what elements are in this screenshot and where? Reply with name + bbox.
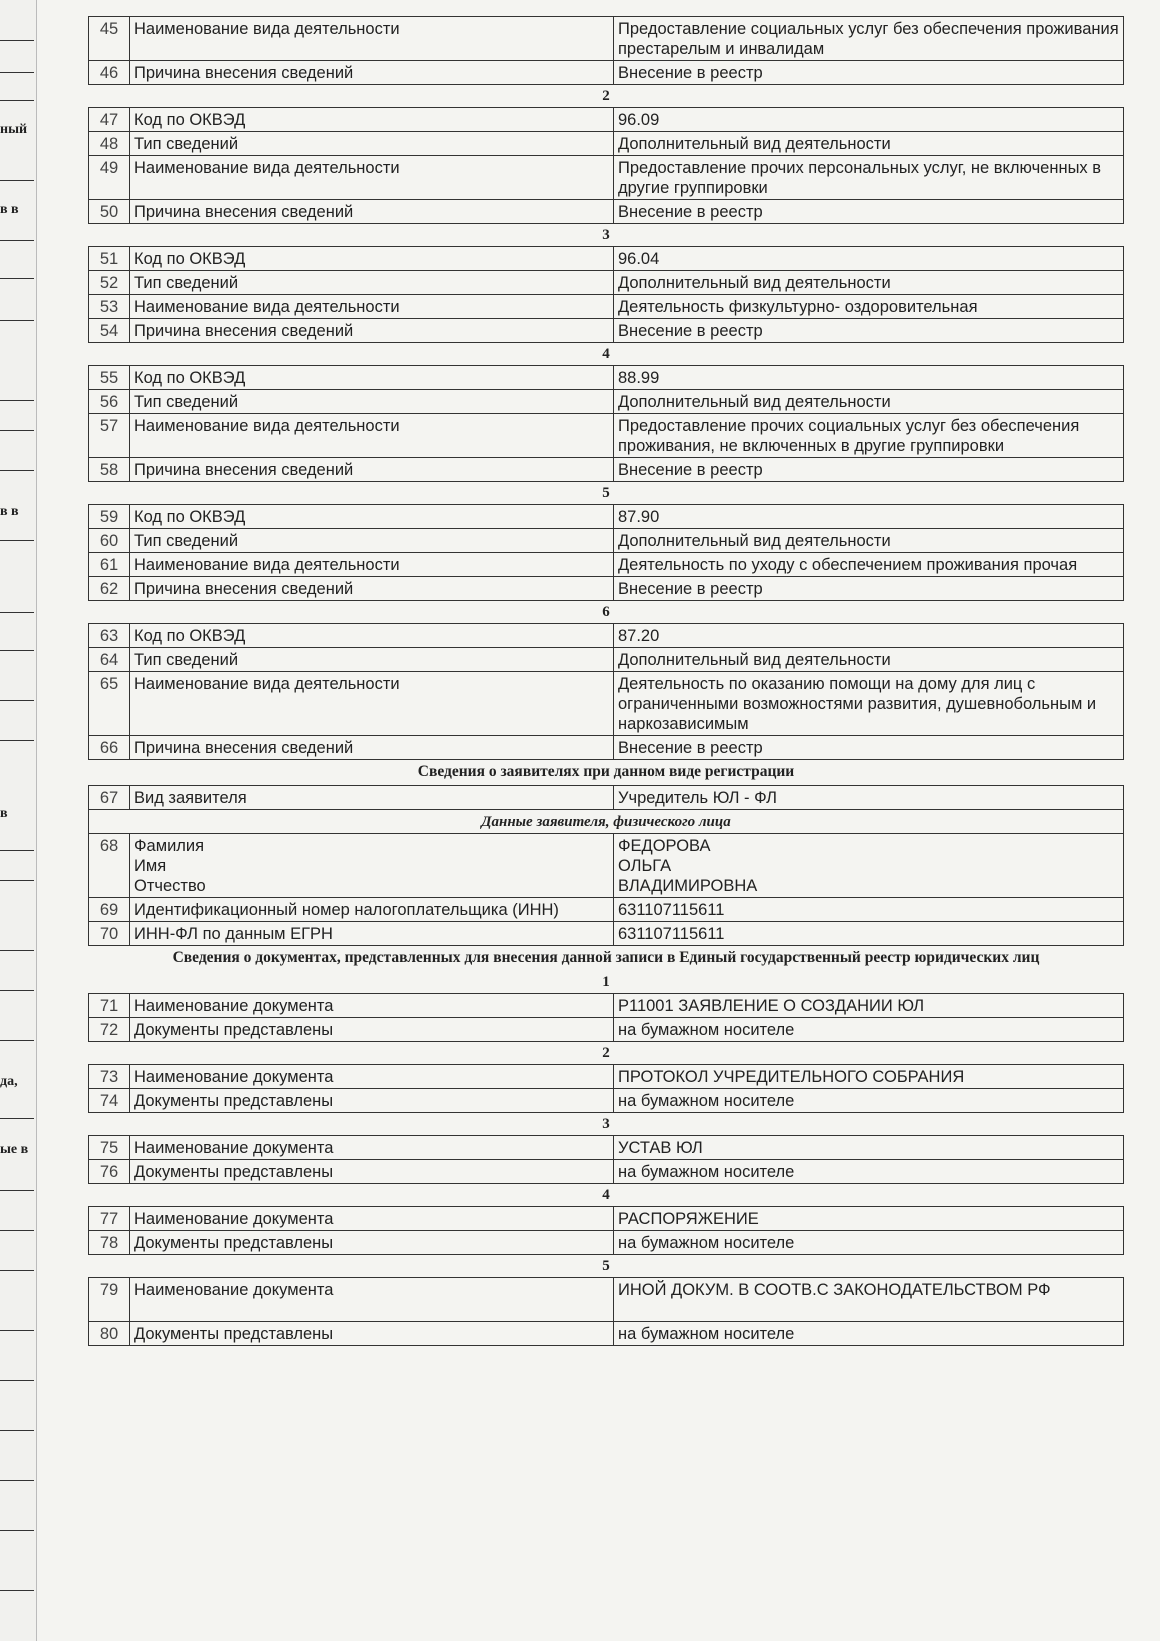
adjacent-page-margin xyxy=(0,0,37,1641)
name-labels xyxy=(130,834,614,898)
margin-rule xyxy=(0,1330,34,1331)
documents-section-title: Сведения о документах, представленных для внесения данной записи в Единый государственный реестр юридических лиц xyxy=(172,949,1040,966)
margin-rule xyxy=(0,1190,34,1191)
row-label: Код по ОКВЭД xyxy=(130,247,614,271)
row-number: 77 xyxy=(89,1207,130,1231)
row-number: 65 xyxy=(89,672,130,736)
row-value: ПРОТОКОЛ УЧРЕДИТЕЛЬНОГО СОБРАНИЯ xyxy=(614,1065,1124,1089)
row-label: Наименование документа xyxy=(130,1278,614,1322)
margin-rule xyxy=(0,990,34,991)
row-label: Документы представлены xyxy=(130,1231,614,1255)
row-number: 66 xyxy=(89,736,130,760)
row-number: 57 xyxy=(89,414,130,458)
table-row xyxy=(89,505,1124,529)
document-table xyxy=(88,1064,1124,1113)
row-value: 96.09 xyxy=(614,108,1124,132)
table-row xyxy=(89,786,1124,810)
margin-rule xyxy=(0,740,34,741)
row-label: Документы представлены xyxy=(130,1322,614,1346)
margin-rule xyxy=(0,700,34,701)
row-number: 78 xyxy=(89,1231,130,1255)
table-row xyxy=(89,672,1124,736)
row-number: 80 xyxy=(89,1322,130,1346)
surname-value: ФЕДОРОВА xyxy=(618,837,711,855)
row-number: 74 xyxy=(89,1089,130,1113)
row-number: 67 xyxy=(89,786,130,810)
group-number: 1 xyxy=(602,974,610,990)
row-number: 73 xyxy=(89,1065,130,1089)
row-number: 72 xyxy=(89,1018,130,1042)
row-value: РАСПОРЯЖЕНИЕ xyxy=(614,1207,1124,1231)
row-value: Предоставление социальных услуг без обеспечения проживания престарелым и инвалидам xyxy=(614,17,1124,61)
okved-group-table xyxy=(88,504,1124,601)
okved-group-table xyxy=(88,246,1124,343)
row-number: 63 xyxy=(89,624,130,648)
margin-rule xyxy=(0,1230,34,1231)
row-number: 55 xyxy=(89,366,130,390)
row-value: на бумажном носителе xyxy=(614,1160,1124,1184)
table-row xyxy=(89,458,1124,482)
row-label: Код по ОКВЭД xyxy=(130,624,614,648)
document-table xyxy=(88,1277,1124,1346)
row-value: 88.99 xyxy=(614,366,1124,390)
row-label: Тип сведений xyxy=(130,648,614,672)
row-label: Причина внесения сведений xyxy=(130,200,614,224)
row-value: 631107115611 xyxy=(614,898,1124,922)
row-value: Учредитель ЮЛ - ФЛ xyxy=(614,786,1124,810)
row-label: ИНН-ФЛ по данным ЕГРН xyxy=(130,922,614,946)
row-value: 87.20 xyxy=(614,624,1124,648)
margin-rule xyxy=(0,1590,34,1591)
margin-text: в в xyxy=(0,504,19,519)
first-name-value: ОЛЬГА xyxy=(618,857,672,875)
margin-rule xyxy=(0,40,34,41)
row-label: Наименование документа xyxy=(130,994,614,1018)
table-row xyxy=(89,922,1124,946)
table-row xyxy=(89,994,1124,1018)
applicants-section-title: Сведения о заявителях при данном виде регистрации xyxy=(417,763,795,780)
row-label: Причина внесения сведений xyxy=(130,577,614,601)
row-number: 54 xyxy=(89,319,130,343)
row-value: Деятельность по оказанию помощи на дому для лиц с ограниченными возможностями развития, душевнобольным и наркозависимым xyxy=(614,672,1124,736)
table-row xyxy=(89,553,1124,577)
table-row xyxy=(89,271,1124,295)
row-label: Причина внесения сведений xyxy=(130,458,614,482)
table-row xyxy=(89,648,1124,672)
applicant-subheading: Данные заявителя, физического лица xyxy=(89,810,1124,834)
row-value: УСТАВ ЮЛ xyxy=(614,1136,1124,1160)
row-number: 53 xyxy=(89,295,130,319)
group-number: 4 xyxy=(602,1187,610,1203)
row-label: Документы представлены xyxy=(130,1018,614,1042)
table-row xyxy=(89,156,1124,200)
margin-rule xyxy=(0,540,34,541)
margin-rule xyxy=(0,1430,34,1431)
margin-text: ые в xyxy=(0,1142,29,1157)
table-row xyxy=(89,200,1124,224)
row-value: на бумажном носителе xyxy=(614,1089,1124,1113)
margin-rule xyxy=(0,880,34,881)
row-label: Наименование вида деятельности xyxy=(130,672,614,736)
row-number: 45 xyxy=(89,17,130,61)
row-label: Наименование вида деятельности xyxy=(130,295,614,319)
group-number: 6 xyxy=(602,604,610,620)
row-number: 60 xyxy=(89,529,130,553)
table-row xyxy=(89,17,1124,61)
row-label: Тип сведений xyxy=(130,529,614,553)
margin-rule xyxy=(0,1040,34,1041)
row-number: 64 xyxy=(89,648,130,672)
row-value: Дополнительный вид деятельности xyxy=(614,390,1124,414)
patronymic-value: ВЛАДИМИРОВНА xyxy=(618,877,758,895)
table-row xyxy=(89,834,1124,898)
table-row xyxy=(89,295,1124,319)
applicants-table xyxy=(88,785,1124,946)
row-number: 76 xyxy=(89,1160,130,1184)
row-number: 59 xyxy=(89,505,130,529)
row-label: Тип сведений xyxy=(130,132,614,156)
row-number: 61 xyxy=(89,553,130,577)
margin-text: в xyxy=(0,806,8,821)
row-value: Предоставление прочих персональных услуг, не включенных в другие группировки xyxy=(614,156,1124,200)
margin-rule xyxy=(0,612,34,613)
margin-rule xyxy=(0,278,34,279)
group-number: 2 xyxy=(602,1045,610,1061)
margin-rule xyxy=(0,850,34,851)
margin-rule xyxy=(0,1530,34,1531)
row-number: 48 xyxy=(89,132,130,156)
row-value: Внесение в реестр xyxy=(614,200,1124,224)
margin-text: ный xyxy=(0,122,28,137)
row-value: Р11001 ЗАЯВЛЕНИЕ О СОЗДАНИИ ЮЛ xyxy=(614,994,1124,1018)
table-row xyxy=(89,624,1124,648)
row-value: Дополнительный вид деятельности xyxy=(614,271,1124,295)
row-value: Дополнительный вид деятельности xyxy=(614,648,1124,672)
table-row xyxy=(89,736,1124,760)
group-number: 3 xyxy=(602,227,610,243)
group-number: 3 xyxy=(602,1116,610,1132)
table-row xyxy=(89,414,1124,458)
row-label: Код по ОКВЭД xyxy=(130,108,614,132)
document-table xyxy=(88,1135,1124,1184)
row-label: Наименование вида деятельности xyxy=(130,17,614,61)
row-label: Тип сведений xyxy=(130,390,614,414)
row-label: Причина внесения сведений xyxy=(130,319,614,343)
table-row xyxy=(89,1322,1124,1346)
row-value: ИНОЙ ДОКУМ. В СООТВ.С ЗАКОНОДАТЕЛЬСТВОМ РФ xyxy=(614,1278,1124,1322)
margin-rule xyxy=(0,430,34,431)
okved-group-table xyxy=(88,107,1124,224)
row-number: 69 xyxy=(89,898,130,922)
row-value: на бумажном носителе xyxy=(614,1018,1124,1042)
table-row xyxy=(89,108,1124,132)
row-label: Документы представлены xyxy=(130,1089,614,1113)
table-row xyxy=(89,1136,1124,1160)
table-row xyxy=(89,132,1124,156)
row-value: на бумажном носителе xyxy=(614,1231,1124,1255)
margin-rule xyxy=(0,180,34,181)
margin-rule xyxy=(0,72,34,73)
row-label: Код по ОКВЭД xyxy=(130,505,614,529)
document-table xyxy=(88,993,1124,1042)
registry-extract-page xyxy=(88,16,1124,1346)
table-row xyxy=(89,1089,1124,1113)
row-label: Вид заявителя xyxy=(130,786,614,810)
margin-rule xyxy=(0,100,34,101)
row-label: Причина внесения сведений xyxy=(130,736,614,760)
table-row xyxy=(89,810,1124,834)
row-number: 46 xyxy=(89,61,130,85)
margin-rule xyxy=(0,320,34,321)
table-row xyxy=(89,319,1124,343)
row-value: Внесение в реестр xyxy=(614,577,1124,601)
row-value: 96.04 xyxy=(614,247,1124,271)
row-value: Внесение в реестр xyxy=(614,736,1124,760)
margin-text: да, xyxy=(0,1074,18,1089)
group-number: 5 xyxy=(602,1258,610,1274)
table-row xyxy=(89,366,1124,390)
group-number: 4 xyxy=(602,346,610,362)
table-row xyxy=(89,1207,1124,1231)
row-number: 71 xyxy=(89,994,130,1018)
row-label: Наименование документа xyxy=(130,1065,614,1089)
okved-group-table xyxy=(88,16,1124,85)
margin-rule xyxy=(0,950,34,951)
table-row xyxy=(89,247,1124,271)
table-row xyxy=(89,61,1124,85)
row-value: Внесение в реестр xyxy=(614,319,1124,343)
row-value: 87.90 xyxy=(614,505,1124,529)
row-number: 49 xyxy=(89,156,130,200)
margin-rule xyxy=(0,240,34,241)
table-row xyxy=(89,1018,1124,1042)
group-number: 5 xyxy=(602,485,610,501)
group-number: 2 xyxy=(602,88,610,104)
row-label: Тип сведений xyxy=(130,271,614,295)
row-label: Код по ОКВЭД xyxy=(130,366,614,390)
row-number: 47 xyxy=(89,108,130,132)
table-row xyxy=(89,529,1124,553)
table-row xyxy=(89,1278,1124,1322)
margin-rule xyxy=(0,400,34,401)
table-row xyxy=(89,1065,1124,1089)
margin-text: в в xyxy=(0,202,19,217)
row-label: Наименование вида деятельности xyxy=(130,156,614,200)
margin-rule xyxy=(0,650,34,651)
row-number: 62 xyxy=(89,577,130,601)
margin-rule xyxy=(0,470,34,471)
table-row xyxy=(89,577,1124,601)
row-number: 52 xyxy=(89,271,130,295)
name-values xyxy=(614,834,1124,898)
first-name-label: Имя xyxy=(134,857,167,875)
margin-rule xyxy=(0,1270,34,1271)
row-value: Внесение в реестр xyxy=(614,458,1124,482)
row-label: Наименование документа xyxy=(130,1207,614,1231)
row-label: Документы представлены xyxy=(130,1160,614,1184)
row-value: 631107115611 xyxy=(614,922,1124,946)
row-value: Деятельность физкультурно- оздоровительная xyxy=(614,295,1124,319)
okved-group-table xyxy=(88,623,1124,760)
table-row xyxy=(89,390,1124,414)
margin-rule xyxy=(0,1480,34,1481)
margin-rule xyxy=(0,1118,34,1119)
row-label: Наименование документа xyxy=(130,1136,614,1160)
row-number: 58 xyxy=(89,458,130,482)
row-value: Внесение в реестр xyxy=(614,61,1124,85)
row-number: 56 xyxy=(89,390,130,414)
row-label: Наименование вида деятельности xyxy=(130,414,614,458)
row-label: Наименование вида деятельности xyxy=(130,553,614,577)
row-label: Причина внесения сведений xyxy=(130,61,614,85)
row-number: 75 xyxy=(89,1136,130,1160)
row-value: Дополнительный вид деятельности xyxy=(614,132,1124,156)
table-row xyxy=(89,898,1124,922)
row-value: Предоставление прочих социальных услуг без обеспечения проживания, не включенных в другие группировки xyxy=(614,414,1124,458)
row-number: 79 xyxy=(89,1278,130,1322)
row-value: на бумажном носителе xyxy=(614,1322,1124,1346)
row-value: Дополнительный вид деятельности xyxy=(614,529,1124,553)
row-number: 51 xyxy=(89,247,130,271)
patronymic-label: Отчество xyxy=(134,877,206,895)
row-number: 68 xyxy=(89,834,130,898)
document-table xyxy=(88,1206,1124,1255)
surname-label: Фамилия xyxy=(134,837,205,855)
margin-rule xyxy=(0,1380,34,1381)
row-number: 70 xyxy=(89,922,130,946)
row-value: Деятельность по уходу с обеспечением проживания прочая xyxy=(614,553,1124,577)
okved-group-table xyxy=(88,365,1124,482)
row-label: Идентификационный номер налогоплательщика (ИНН) xyxy=(130,898,614,922)
row-number: 50 xyxy=(89,200,130,224)
table-row xyxy=(89,1231,1124,1255)
table-row xyxy=(89,1160,1124,1184)
